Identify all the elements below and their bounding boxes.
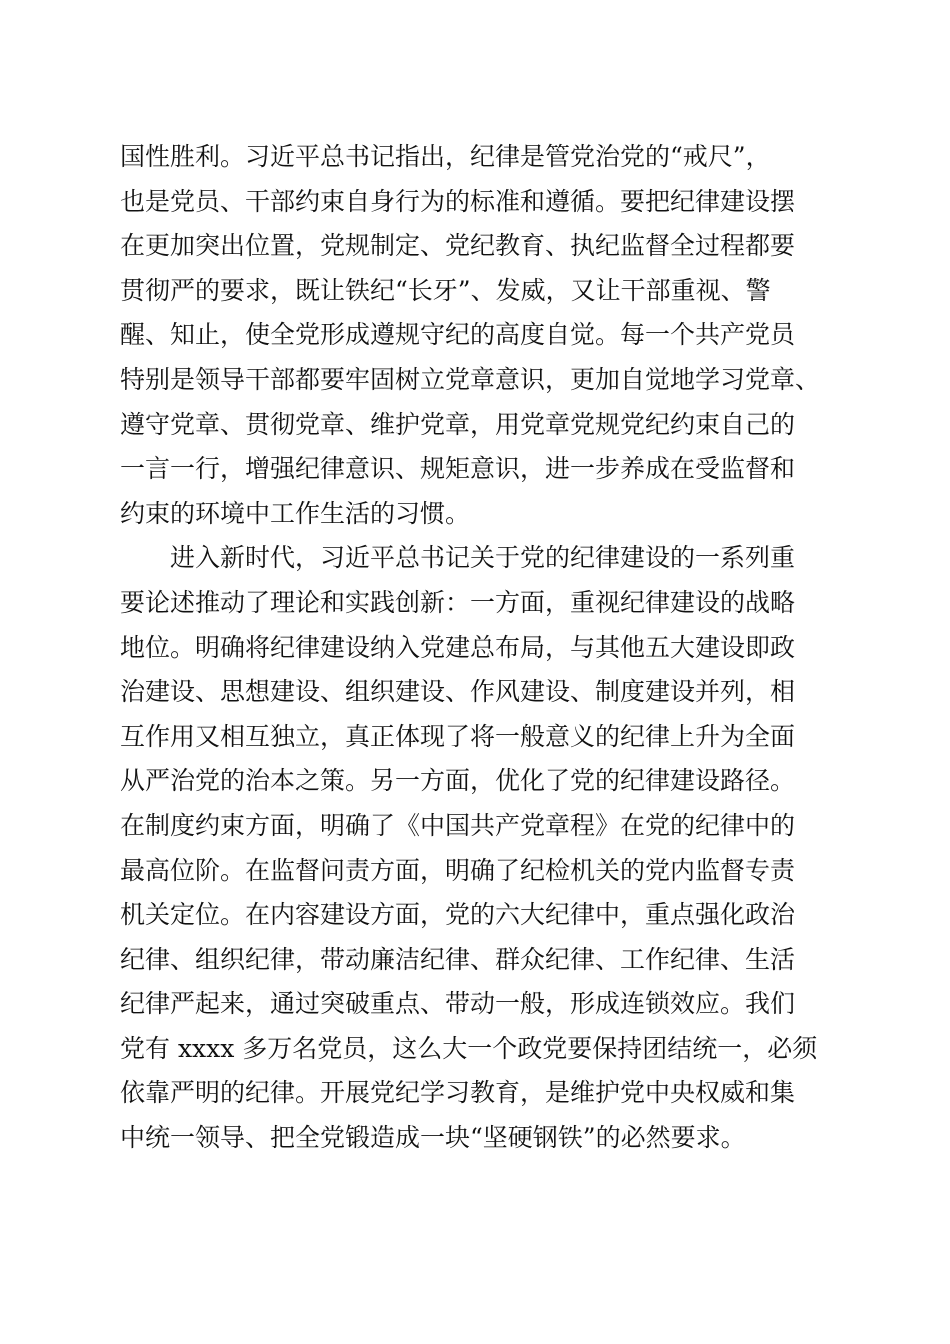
- paragraph-2: [120, 536, 850, 1160]
- text-line: 约束的环境中工作生活的习惯。: [120, 498, 471, 528]
- text-line: 醒、知止，使全党形成遵规守纪的高度自觉。每一个共产党员: [120, 320, 796, 350]
- text-line: 要论述推动了理论和实践创新：一方面，重视纪律建设的战略: [120, 587, 796, 617]
- text-line: 遵守党章、贯彻党章、维护党章，用党章党规党纪约束自己的: [120, 409, 796, 439]
- text-line: 治建设、思想建设、组织建设、作风建设、制度建设并列，相: [120, 677, 796, 707]
- text-line: 进入新时代，习近平总书记关于党的纪律建设的一系列重: [170, 543, 796, 573]
- text-line: 特别是领导干部都要牢固树立党章意识，更加自觉地学习党章、: [120, 364, 821, 394]
- text-line: 纪律严起来，通过突破重点、带动一般，形成连锁效应。我们: [120, 989, 796, 1019]
- text-line: 党有 xxxx 多万名党员，这么大一个政党要保持团结统一，必须: [120, 1033, 818, 1063]
- text-line: 地位。明确将纪律建设纳入党建总布局，与其他五大建设即政: [120, 632, 796, 662]
- text-line: 从严治党的治本之策。另一方面，优化了党的纪律建设路径。: [120, 766, 796, 796]
- text-line: 在更加突出位置，党规制定、党纪教育、执纪监督全过程都要: [120, 231, 796, 261]
- text-line: 机关定位。在内容建设方面，党的六大纪律中，重点强化政治: [120, 900, 796, 930]
- text-line: 纪律、组织纪律，带动廉洁纪律、群众纪律、工作纪律、生活: [120, 944, 796, 974]
- text-line: 一言一行，增强纪律意识、规矩意识，进一步养成在受监督和: [120, 454, 796, 484]
- text-line: 在制度约束方面，明确了《中国共产党章程》在党的纪律中的: [120, 810, 796, 840]
- text-line: 依靠严明的纪律。开展党纪学习教育，是维护党中央权威和集: [120, 1078, 796, 1108]
- text-line: 最高位阶。在监督问责方面，明确了纪检机关的党内监督专责: [120, 855, 796, 885]
- document-body: [120, 135, 850, 1161]
- paragraph-1: [120, 135, 850, 536]
- text-line: 互作用又相互独立，真正体现了将一般意义的纪律上升为全面: [120, 721, 796, 751]
- text-line: 中统一领导、把全党锻造成一块“坚硬钢铁”的必然要求。: [120, 1123, 746, 1153]
- text-line: 贯彻严的要求，既让铁纪“长牙”、发威，又让干部重视、警: [120, 275, 771, 305]
- text-line: 国性胜利。习近平总书记指出，纪律是管党治党的“戒尺”，: [120, 142, 771, 171]
- text-line: 也是党员、干部约束自身行为的标准和遵循。要把纪律建设摆: [120, 186, 796, 216]
